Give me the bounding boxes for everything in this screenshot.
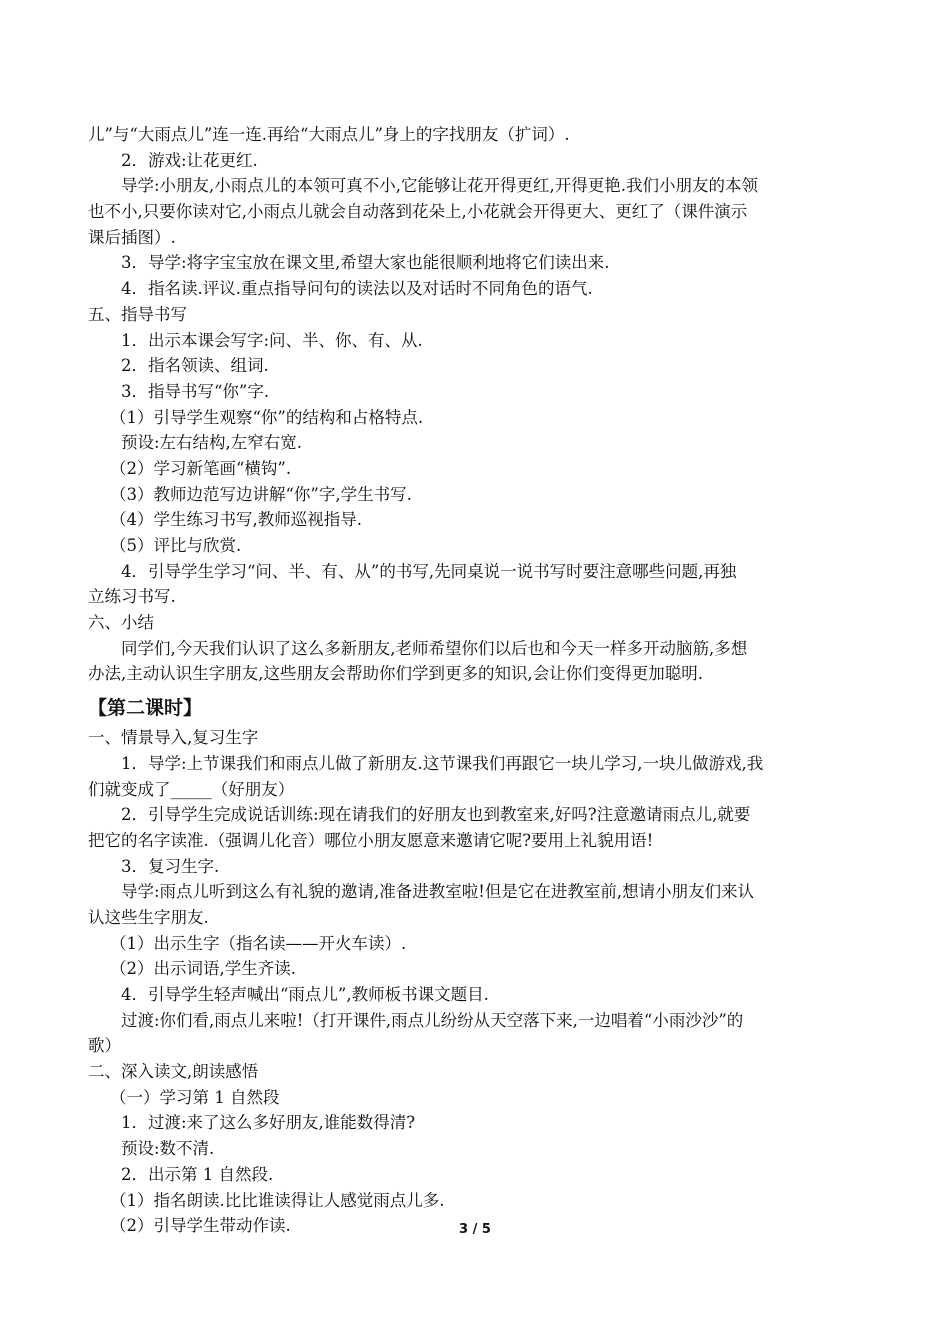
- section-heading: 【第二课时】: [88, 697, 203, 720]
- text-line: 认这些生字朋友.: [88, 907, 209, 927]
- text-line: 也不小,只要你读对它,小雨点儿就会自动落到花朵上,小花就会开得更大、更红了（课件演示: [88, 202, 748, 222]
- text-line: （2）引导学生带动作读.: [110, 1216, 291, 1236]
- text-line: 2．指名领读、组词.: [121, 356, 269, 376]
- text-line: 课后插图）.: [88, 227, 176, 247]
- text-line: 一、情景导入,复习生字: [88, 728, 259, 748]
- text-line: 2．引导学生完成说话训练:现在请我们的好朋友也到教室来,好吗?注意邀请雨点儿,就要: [121, 805, 751, 825]
- text-line: 2．出示第 1 自然段.: [121, 1164, 274, 1184]
- text-line: 4．指名读.评议.重点指导问句的读法以及对话时不同角色的语气.: [121, 279, 593, 299]
- text-line: 过渡:你们看,雨点儿来啦!（打开课件,雨点儿纷纷从天空落下来,一边唱着“小雨沙沙”的: [121, 1010, 744, 1030]
- text-line: 预设:数不清.: [121, 1139, 215, 1159]
- text-line: 预设:左右结构,左窄右宽.: [121, 433, 303, 453]
- text-line: 们就变成了_____（好朋友）: [88, 779, 295, 799]
- text-line: 办法,主动认识生字朋友,这些朋友会帮助你们学到更多的知识,会让你们变得更加聪明.: [88, 664, 703, 684]
- text-line: 五、指导书写: [88, 304, 187, 324]
- text-line: 六、小结: [88, 613, 154, 633]
- text-line: 2．游戏:让花更红.: [121, 150, 258, 170]
- text-line: （1）指名朗读.比比谁读得让人感觉雨点儿多.: [110, 1190, 445, 1210]
- text-line: 儿”与“大雨点儿”连一连.再给“大雨点儿”身上的字找朋友（扩词）.: [88, 125, 570, 144]
- document-body: [88, 122, 864, 1239]
- text-line: 导学:雨点儿听到这么有礼貌的邀请,准备进教室啦!但是它在进教室前,想请小朋友们来认: [121, 882, 755, 902]
- text-line: （3）教师边范写边讲解“你”字,学生书写.: [110, 484, 412, 504]
- text-line: 3．复习生字.: [121, 856, 220, 876]
- text-line: 3．导学:将字宝宝放在课文里,希望大家也能很顺利地将它们读出来.: [121, 253, 610, 273]
- text-line: （2）出示词语,学生齐读.: [110, 959, 296, 979]
- text-line: 3．指导书写“你”字.: [121, 381, 270, 401]
- text-line: 1．导学:上节课我们和雨点儿做了新朋友.这节课我们再跟它一块儿学习,一块儿做游戏,我: [121, 753, 764, 773]
- text-line: （1）出示生字（指名读——开火车读）.: [110, 933, 407, 953]
- text-line: 把它的名字读准.（强调儿化音）哪位小朋友愿意来邀请它呢?要用上礼貌用语!: [88, 830, 654, 850]
- text-line: 导学:小朋友,小雨点儿的本领可真不小,它能够让花开得更红,开得更艳.我们小朋友的本领: [121, 176, 759, 196]
- text-line: （2）学习新笔画“横钩”.: [110, 458, 292, 478]
- text-line: 歌）: [88, 1036, 121, 1056]
- text-line: （4）学生练习书写,教师巡视指导.: [110, 510, 362, 530]
- text-line: （5）评比与欣赏.: [110, 536, 242, 555]
- text-line: （一）学习第 1 自然段: [110, 1087, 280, 1107]
- text-line: 1．过渡:来了这么多好朋友,谁能数得清?: [121, 1113, 416, 1133]
- text-line: 4．引导学生学习“问、半、有、从”的书写,先同桌说一说书写时要注意哪些问题,再独: [121, 561, 737, 581]
- text-line: 立练习书写.: [88, 587, 176, 607]
- text-line: 同学们,今天我们认识了这么多新朋友,老师希望你们以后也和今天一样多开动脑筋,多想: [121, 638, 748, 658]
- text-line: （1）引导学生观察“你”的结构和占格特点.: [110, 407, 424, 427]
- page-number: 3 / 5: [459, 1222, 491, 1237]
- text-line: 二、深入读文,朗读感悟: [88, 1062, 259, 1082]
- text-line: 1．出示本课会写字:问、半、你、有、从.: [121, 330, 423, 350]
- text-line: 4．引导学生轻声喊出“雨点儿”,教师板书课文题目.: [121, 985, 489, 1004]
